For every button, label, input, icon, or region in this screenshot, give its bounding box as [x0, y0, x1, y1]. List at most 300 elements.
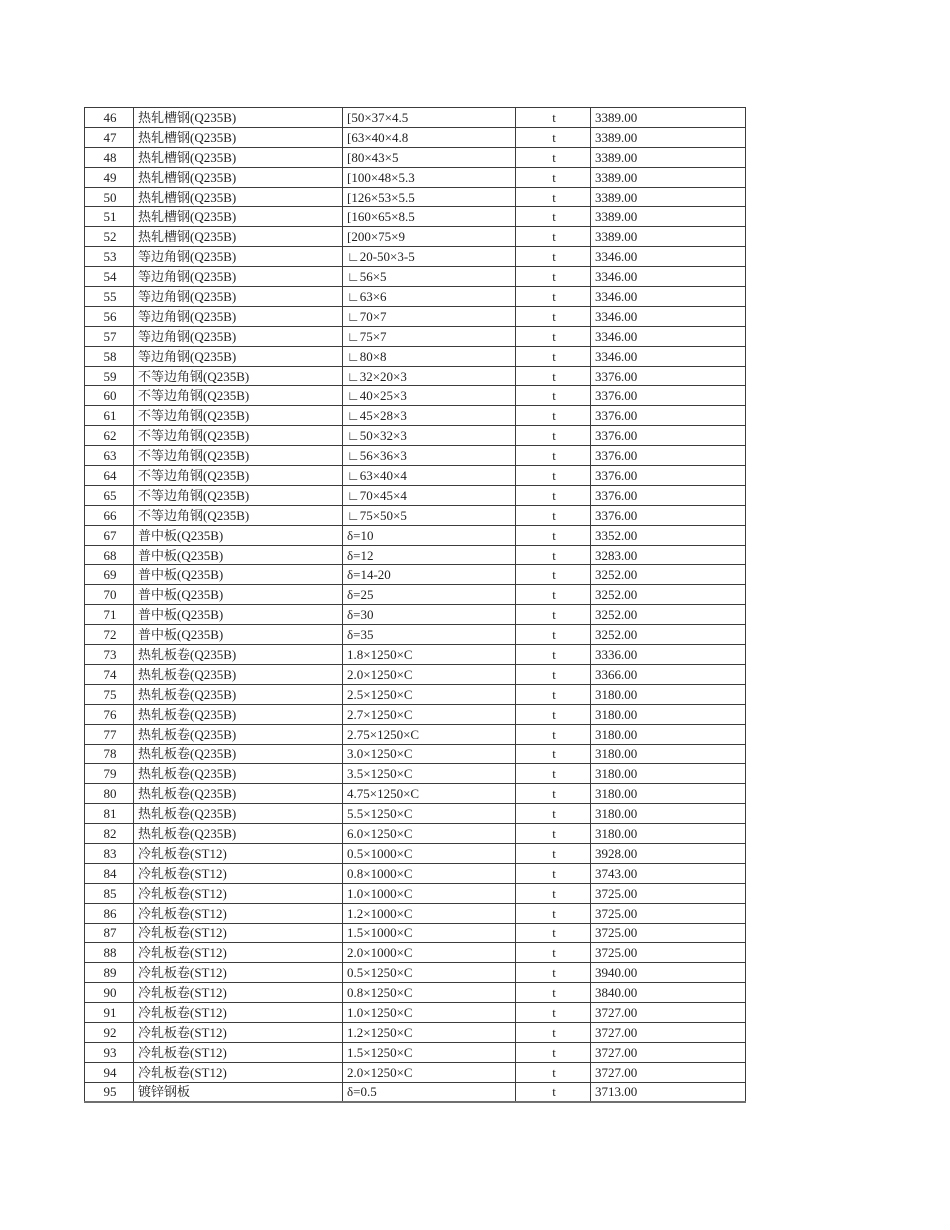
cell-spec: 0.5×1250×C [343, 963, 516, 983]
cell-product-name: 热轧板卷(Q235B) [134, 664, 343, 684]
table-row [85, 784, 746, 804]
cell-product-name: 热轧板卷(Q235B) [134, 724, 343, 744]
cell-spec: [80×43×5 [343, 147, 516, 167]
cell-spec: ∟40×25×3 [343, 386, 516, 406]
cell-price: 3743.00 [591, 863, 746, 883]
cell-unit: t [516, 326, 591, 346]
cell-product-name: 不等边角钢(Q235B) [134, 466, 343, 486]
cell-unit: t [516, 724, 591, 744]
cell-row-number: 88 [85, 943, 134, 963]
cell-product-name: 冷轧板卷(ST12) [134, 903, 343, 923]
table-row [85, 1082, 746, 1102]
cell-row-number: 60 [85, 386, 134, 406]
table-row [85, 684, 746, 704]
cell-product-name: 镀锌钢板 [134, 1082, 343, 1102]
cell-row-number: 50 [85, 187, 134, 207]
cell-unit: t [516, 525, 591, 545]
cell-unit: t [516, 903, 591, 923]
cell-unit: t [516, 863, 591, 883]
cell-spec: 1.0×1000×C [343, 883, 516, 903]
cell-price: 3727.00 [591, 1022, 746, 1042]
cell-price: 3180.00 [591, 824, 746, 844]
cell-price: 3252.00 [591, 625, 746, 645]
cell-product-name: 冷轧板卷(ST12) [134, 863, 343, 883]
cell-spec: [160×65×8.5 [343, 207, 516, 227]
table-row [85, 983, 746, 1003]
table-row [85, 167, 746, 187]
cell-spec: ∟75×7 [343, 326, 516, 346]
cell-price: 3180.00 [591, 744, 746, 764]
cell-product-name: 热轧槽钢(Q235B) [134, 108, 343, 128]
cell-row-number: 68 [85, 545, 134, 565]
cell-product-name: 冷轧板卷(ST12) [134, 1003, 343, 1023]
cell-row-number: 55 [85, 287, 134, 307]
cell-spec: [200×75×9 [343, 227, 516, 247]
cell-unit: t [516, 625, 591, 645]
cell-row-number: 52 [85, 227, 134, 247]
table-row [85, 386, 746, 406]
cell-product-name: 冷轧板卷(ST12) [134, 843, 343, 863]
cell-product-name: 热轧槽钢(Q235B) [134, 207, 343, 227]
cell-unit: t [516, 167, 591, 187]
table-row [85, 326, 746, 346]
cell-row-number: 51 [85, 207, 134, 227]
cell-product-name: 不等边角钢(Q235B) [134, 386, 343, 406]
cell-product-name: 冷轧板卷(ST12) [134, 883, 343, 903]
cell-unit: t [516, 207, 591, 227]
cell-price: 3389.00 [591, 227, 746, 247]
cell-row-number: 84 [85, 863, 134, 883]
cell-price: 3713.00 [591, 1082, 746, 1102]
cell-price: 3346.00 [591, 287, 746, 307]
cell-product-name: 普中板(Q235B) [134, 625, 343, 645]
cell-row-number: 64 [85, 466, 134, 486]
table-row [85, 525, 746, 545]
cell-spec: 4.75×1250×C [343, 784, 516, 804]
cell-price: 3376.00 [591, 406, 746, 426]
cell-price: 3840.00 [591, 983, 746, 1003]
cell-unit: t [516, 426, 591, 446]
cell-unit: t [516, 943, 591, 963]
cell-row-number: 94 [85, 1062, 134, 1082]
cell-price: 3346.00 [591, 346, 746, 366]
cell-spec: [126×53×5.5 [343, 187, 516, 207]
cell-row-number: 65 [85, 485, 134, 505]
cell-product-name: 热轧槽钢(Q235B) [134, 227, 343, 247]
cell-price: 3725.00 [591, 883, 746, 903]
cell-row-number: 82 [85, 824, 134, 844]
cell-row-number: 79 [85, 764, 134, 784]
cell-unit: t [516, 366, 591, 386]
cell-price: 3725.00 [591, 923, 746, 943]
cell-unit: t [516, 764, 591, 784]
cell-spec: [50×37×4.5 [343, 108, 516, 128]
table-row [85, 764, 746, 784]
cell-spec: 0.8×1250×C [343, 983, 516, 1003]
cell-row-number: 76 [85, 704, 134, 724]
cell-price: 3180.00 [591, 724, 746, 744]
cell-product-name: 热轧槽钢(Q235B) [134, 127, 343, 147]
cell-price: 3180.00 [591, 784, 746, 804]
cell-unit: t [516, 505, 591, 525]
table-row [85, 147, 746, 167]
cell-price: 3252.00 [591, 605, 746, 625]
cell-product-name: 热轧槽钢(Q235B) [134, 147, 343, 167]
cell-unit: t [516, 406, 591, 426]
cell-product-name: 热轧板卷(Q235B) [134, 744, 343, 764]
cell-unit: t [516, 744, 591, 764]
cell-row-number: 48 [85, 147, 134, 167]
cell-product-name: 冷轧板卷(ST12) [134, 1062, 343, 1082]
cell-unit: t [516, 227, 591, 247]
cell-row-number: 93 [85, 1042, 134, 1062]
cell-product-name: 等边角钢(Q235B) [134, 287, 343, 307]
cell-spec: 0.5×1000×C [343, 843, 516, 863]
cell-row-number: 71 [85, 605, 134, 625]
cell-row-number: 86 [85, 903, 134, 923]
cell-product-name: 热轧板卷(Q235B) [134, 684, 343, 704]
table-row [85, 267, 746, 287]
cell-product-name: 普中板(Q235B) [134, 605, 343, 625]
cell-spec: 1.5×1250×C [343, 1042, 516, 1062]
table-row [85, 824, 746, 844]
cell-row-number: 63 [85, 446, 134, 466]
cell-row-number: 67 [85, 525, 134, 545]
table-row [85, 545, 746, 565]
table-row [85, 406, 746, 426]
cell-unit: t [516, 147, 591, 167]
cell-price: 3376.00 [591, 485, 746, 505]
cell-row-number: 54 [85, 267, 134, 287]
cell-unit: t [516, 824, 591, 844]
cell-unit: t [516, 485, 591, 505]
cell-price: 3928.00 [591, 843, 746, 863]
cell-row-number: 77 [85, 724, 134, 744]
steel-price-table [84, 107, 746, 1103]
cell-price: 3366.00 [591, 664, 746, 684]
cell-product-name: 不等边角钢(Q235B) [134, 366, 343, 386]
table-row [85, 108, 746, 128]
cell-product-name: 等边角钢(Q235B) [134, 247, 343, 267]
cell-row-number: 75 [85, 684, 134, 704]
table-row [85, 446, 746, 466]
cell-row-number: 87 [85, 923, 134, 943]
table-row [85, 485, 746, 505]
cell-price: 3376.00 [591, 386, 746, 406]
table-row [85, 287, 746, 307]
cell-product-name: 热轧板卷(Q235B) [134, 764, 343, 784]
cell-row-number: 80 [85, 784, 134, 804]
cell-row-number: 73 [85, 645, 134, 665]
table-row [85, 645, 746, 665]
table-row [85, 963, 746, 983]
cell-spec: [63×40×4.8 [343, 127, 516, 147]
cell-product-name: 热轧板卷(Q235B) [134, 804, 343, 824]
cell-product-name: 等边角钢(Q235B) [134, 306, 343, 326]
cell-unit: t [516, 306, 591, 326]
cell-spec: 2.5×1250×C [343, 684, 516, 704]
cell-spec: 1.8×1250×C [343, 645, 516, 665]
cell-unit: t [516, 545, 591, 565]
cell-row-number: 89 [85, 963, 134, 983]
cell-product-name: 不等边角钢(Q235B) [134, 446, 343, 466]
cell-spec: δ=12 [343, 545, 516, 565]
cell-row-number: 85 [85, 883, 134, 903]
cell-row-number: 72 [85, 625, 134, 645]
table-row [85, 883, 746, 903]
cell-unit: t [516, 386, 591, 406]
cell-price: 3727.00 [591, 1003, 746, 1023]
cell-price: 3389.00 [591, 167, 746, 187]
cell-unit: t [516, 1062, 591, 1082]
cell-spec: ∟45×28×3 [343, 406, 516, 426]
table-row [85, 744, 746, 764]
cell-price: 3252.00 [591, 565, 746, 585]
table-row [85, 664, 746, 684]
cell-spec: ∟70×7 [343, 306, 516, 326]
cell-row-number: 62 [85, 426, 134, 446]
table-row [85, 585, 746, 605]
cell-product-name: 热轧槽钢(Q235B) [134, 187, 343, 207]
cell-product-name: 不等边角钢(Q235B) [134, 406, 343, 426]
cell-spec: ∟56×36×3 [343, 446, 516, 466]
steel-price-table-body [85, 108, 746, 1103]
table-row [85, 903, 746, 923]
cell-price: 3346.00 [591, 306, 746, 326]
cell-unit: t [516, 843, 591, 863]
cell-product-name: 冷轧板卷(ST12) [134, 1042, 343, 1062]
cell-price: 3180.00 [591, 704, 746, 724]
cell-row-number: 78 [85, 744, 134, 764]
cell-spec: ∟70×45×4 [343, 485, 516, 505]
cell-unit: t [516, 804, 591, 824]
cell-spec: δ=25 [343, 585, 516, 605]
cell-spec: ∟80×8 [343, 346, 516, 366]
cell-row-number: 59 [85, 366, 134, 386]
cell-row-number: 49 [85, 167, 134, 187]
cell-spec: ∟56×5 [343, 267, 516, 287]
cell-product-name: 普中板(Q235B) [134, 565, 343, 585]
cell-price: 3727.00 [591, 1042, 746, 1062]
table-row [85, 843, 746, 863]
table-row [85, 207, 746, 227]
cell-unit: t [516, 983, 591, 1003]
cell-row-number: 81 [85, 804, 134, 824]
table-row [85, 366, 746, 386]
cell-spec: 1.2×1250×C [343, 1022, 516, 1042]
cell-row-number: 53 [85, 247, 134, 267]
cell-unit: t [516, 247, 591, 267]
cell-unit: t [516, 446, 591, 466]
cell-row-number: 56 [85, 306, 134, 326]
cell-unit: t [516, 287, 591, 307]
cell-product-name: 冷轧板卷(ST12) [134, 1022, 343, 1042]
cell-unit: t [516, 883, 591, 903]
table-row [85, 426, 746, 446]
cell-price: 3346.00 [591, 247, 746, 267]
cell-product-name: 热轧板卷(Q235B) [134, 784, 343, 804]
cell-product-name: 等边角钢(Q235B) [134, 346, 343, 366]
table-row [85, 247, 746, 267]
cell-unit: t [516, 127, 591, 147]
cell-product-name: 冷轧板卷(ST12) [134, 943, 343, 963]
cell-price: 3376.00 [591, 505, 746, 525]
cell-spec: ∟63×6 [343, 287, 516, 307]
cell-spec: δ=0.5 [343, 1082, 516, 1102]
cell-product-name: 热轧板卷(Q235B) [134, 704, 343, 724]
cell-spec: 5.5×1250×C [343, 804, 516, 824]
cell-price: 3376.00 [591, 366, 746, 386]
cell-unit: t [516, 963, 591, 983]
cell-unit: t [516, 784, 591, 804]
cell-row-number: 57 [85, 326, 134, 346]
cell-spec: δ=14-20 [343, 565, 516, 585]
cell-spec: ∟63×40×4 [343, 466, 516, 486]
cell-price: 3389.00 [591, 207, 746, 227]
cell-unit: t [516, 187, 591, 207]
cell-spec: 2.0×1000×C [343, 943, 516, 963]
cell-unit: t [516, 267, 591, 287]
cell-product-name: 普中板(Q235B) [134, 585, 343, 605]
cell-unit: t [516, 645, 591, 665]
cell-unit: t [516, 664, 591, 684]
cell-spec: [100×48×5.3 [343, 167, 516, 187]
cell-spec: 2.0×1250×C [343, 1062, 516, 1082]
table-row [85, 565, 746, 585]
cell-spec: 3.5×1250×C [343, 764, 516, 784]
cell-product-name: 冷轧板卷(ST12) [134, 983, 343, 1003]
table-row [85, 863, 746, 883]
cell-price: 3283.00 [591, 545, 746, 565]
cell-price: 3180.00 [591, 684, 746, 704]
cell-spec: ∟50×32×3 [343, 426, 516, 446]
cell-spec: 1.0×1250×C [343, 1003, 516, 1023]
cell-price: 3180.00 [591, 804, 746, 824]
cell-product-name: 冷轧板卷(ST12) [134, 963, 343, 983]
cell-unit: t [516, 1022, 591, 1042]
table-row [85, 306, 746, 326]
cell-spec: 2.7×1250×C [343, 704, 516, 724]
cell-unit: t [516, 1003, 591, 1023]
cell-price: 3940.00 [591, 963, 746, 983]
cell-price: 3346.00 [591, 326, 746, 346]
cell-product-name: 普中板(Q235B) [134, 525, 343, 545]
cell-spec: 3.0×1250×C [343, 744, 516, 764]
table-row [85, 804, 746, 824]
cell-product-name: 热轧板卷(Q235B) [134, 645, 343, 665]
cell-price: 3389.00 [591, 187, 746, 207]
cell-price: 3346.00 [591, 267, 746, 287]
cell-row-number: 66 [85, 505, 134, 525]
cell-row-number: 90 [85, 983, 134, 1003]
table-row [85, 127, 746, 147]
cell-unit: t [516, 684, 591, 704]
cell-unit: t [516, 585, 591, 605]
cell-spec: 0.8×1000×C [343, 863, 516, 883]
table-row [85, 1042, 746, 1062]
cell-spec: 1.5×1000×C [343, 923, 516, 943]
cell-row-number: 69 [85, 565, 134, 585]
cell-price: 3336.00 [591, 645, 746, 665]
cell-row-number: 46 [85, 108, 134, 128]
table-row [85, 923, 746, 943]
cell-product-name: 热轧槽钢(Q235B) [134, 167, 343, 187]
cell-spec: 2.0×1250×C [343, 664, 516, 684]
cell-unit: t [516, 704, 591, 724]
cell-product-name: 热轧板卷(Q235B) [134, 824, 343, 844]
cell-row-number: 61 [85, 406, 134, 426]
cell-price: 3389.00 [591, 108, 746, 128]
table-row [85, 1062, 746, 1082]
table-row [85, 466, 746, 486]
cell-spec: δ=35 [343, 625, 516, 645]
cell-price: 3389.00 [591, 127, 746, 147]
cell-product-name: 普中板(Q235B) [134, 545, 343, 565]
cell-spec: 1.2×1000×C [343, 903, 516, 923]
table-row [85, 187, 746, 207]
cell-price: 3252.00 [591, 585, 746, 605]
cell-unit: t [516, 565, 591, 585]
table-row [85, 505, 746, 525]
cell-price: 3389.00 [591, 147, 746, 167]
cell-row-number: 70 [85, 585, 134, 605]
cell-spec: ∟20-50×3-5 [343, 247, 516, 267]
cell-product-name: 等边角钢(Q235B) [134, 267, 343, 287]
cell-row-number: 74 [85, 664, 134, 684]
table-row [85, 1022, 746, 1042]
table-row [85, 1003, 746, 1023]
cell-spec: δ=10 [343, 525, 516, 545]
cell-unit: t [516, 605, 591, 625]
cell-product-name: 不等边角钢(Q235B) [134, 505, 343, 525]
cell-unit: t [516, 1042, 591, 1062]
cell-spec: 6.0×1250×C [343, 824, 516, 844]
cell-unit: t [516, 1082, 591, 1102]
cell-price: 3376.00 [591, 446, 746, 466]
cell-row-number: 92 [85, 1022, 134, 1042]
cell-spec: ∟32×20×3 [343, 366, 516, 386]
cell-spec: δ=30 [343, 605, 516, 625]
cell-unit: t [516, 108, 591, 128]
table-row [85, 724, 746, 744]
cell-price: 3352.00 [591, 525, 746, 545]
cell-unit: t [516, 923, 591, 943]
cell-price: 3725.00 [591, 903, 746, 923]
cell-product-name: 不等边角钢(Q235B) [134, 426, 343, 446]
cell-product-name: 冷轧板卷(ST12) [134, 923, 343, 943]
cell-product-name: 等边角钢(Q235B) [134, 326, 343, 346]
table-row [85, 625, 746, 645]
cell-row-number: 58 [85, 346, 134, 366]
table-row [85, 704, 746, 724]
cell-row-number: 91 [85, 1003, 134, 1023]
cell-product-name: 不等边角钢(Q235B) [134, 485, 343, 505]
cell-row-number: 47 [85, 127, 134, 147]
cell-unit: t [516, 346, 591, 366]
cell-spec: ∟75×50×5 [343, 505, 516, 525]
table-row [85, 943, 746, 963]
cell-price: 3376.00 [591, 466, 746, 486]
table-row [85, 227, 746, 247]
table-row [85, 346, 746, 366]
cell-row-number: 83 [85, 843, 134, 863]
table-row [85, 605, 746, 625]
cell-price: 3376.00 [591, 426, 746, 446]
cell-unit: t [516, 466, 591, 486]
cell-price: 3727.00 [591, 1062, 746, 1082]
cell-price: 3725.00 [591, 943, 746, 963]
cell-row-number: 95 [85, 1082, 134, 1102]
